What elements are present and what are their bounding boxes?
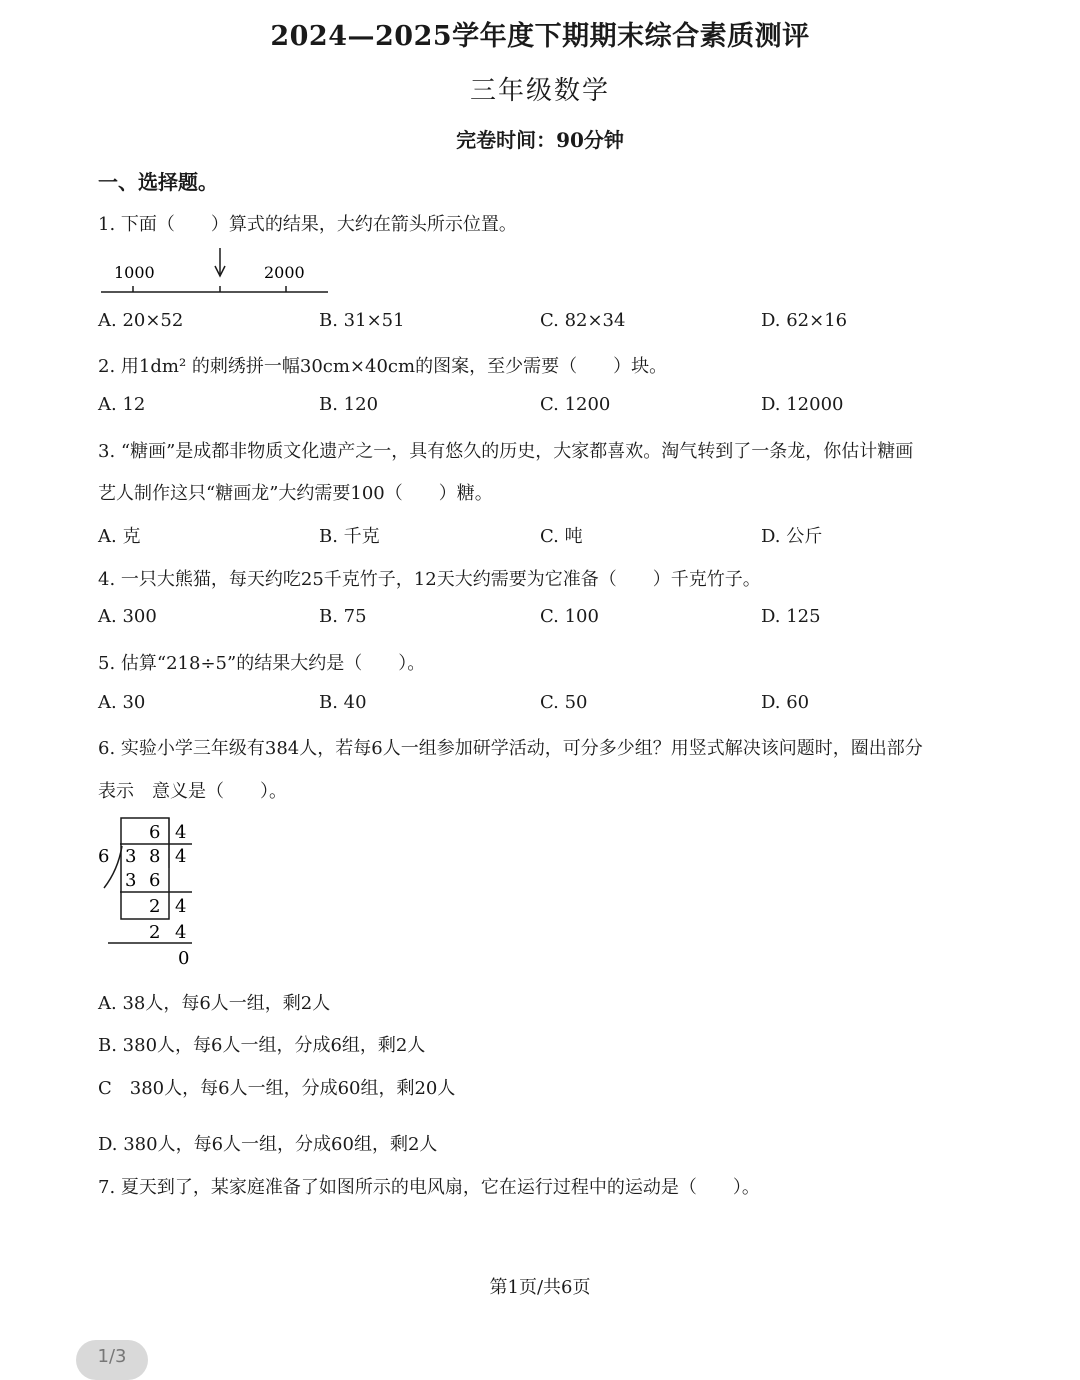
remainder1-digit-tens: 2 — [149, 896, 161, 917]
question-1-stem: 1. 下面（ ）算式的结果，大约在箭头所示位置。 — [98, 214, 517, 235]
q3-option-c: C. 吨 — [540, 526, 583, 547]
step1-digit-tens: 6 — [149, 870, 161, 891]
q3-option-b: B. 千克 — [319, 526, 380, 547]
divisor: 6 — [98, 846, 110, 867]
number-line-right-label: 2000 — [264, 263, 305, 282]
question-5-stem: 5. 估算“218÷5”的结果大约是（ ）。 — [98, 653, 426, 674]
q1-option-d: D. 62×16 — [761, 310, 848, 331]
question-4-stem: 4. 一只大熊猫，每天约吃25千克竹子，12天大约需要为它准备（ ）千克竹子。 — [98, 569, 761, 590]
q6-option-c: C 380人，每6人一组，分成60组，剩20人 — [98, 1078, 456, 1099]
final-remainder: 0 — [178, 948, 190, 969]
quotient-digit-ones: 4 — [175, 822, 187, 843]
q4-option-c: C. 100 — [540, 606, 599, 627]
q6-option-b: B. 380人，每6人一组，分成6组，剩2人 — [98, 1035, 426, 1056]
question-3-stem-line2: 艺人制作这只“糖画龙”大约需要100（ ）糖。 — [98, 483, 493, 504]
dividend-digit-hundreds: 3 — [125, 846, 137, 867]
section-heading: 一、选择题。 — [98, 170, 218, 194]
dividend-digit-ones: 4 — [175, 846, 187, 867]
step1-digit-hundreds: 3 — [125, 870, 137, 891]
exam-time: 完卷时间：90分钟 — [456, 128, 624, 152]
number-line-left-label: 1000 — [114, 263, 155, 282]
page-indicator-label: 1/3 — [97, 1346, 127, 1367]
step2-digit-tens: 2 — [149, 922, 161, 943]
q1-option-b: B. 31×51 — [319, 310, 405, 331]
question-7-stem: 7. 夏天到了，某家庭准备了如图所示的电风扇，它在运行过程中的运动是（ ）。 — [98, 1177, 760, 1198]
circled-part-box — [121, 818, 169, 919]
q2-option-a: A. 12 — [98, 394, 146, 415]
q5-option-b: B. 40 — [319, 692, 367, 713]
long-division-figure — [92, 812, 202, 972]
q3-option-a: A. 克 — [98, 526, 141, 547]
q4-option-b: B. 75 — [319, 606, 367, 627]
q5-option-a: A. 30 — [98, 692, 146, 713]
question-6-stem-line1: 6. 实验小学三年级有384人，若每6人一组参加研学活动，可分多少组？用竖式解决该问题时，圈出部分 — [98, 738, 923, 759]
q6-option-a: A. 38人，每6人一组，剩2人 — [98, 993, 331, 1014]
page-footer: 第1页/共6页 — [489, 1277, 591, 1298]
dividend-digit-tens: 8 — [149, 846, 161, 867]
q4-option-a: A. 300 — [98, 606, 157, 627]
question-2-stem: 2. 用1dm² 的刺绣拼一幅30cm×40cm的图案，至少需要（ ）块。 — [98, 356, 668, 377]
q5-option-c: C. 50 — [540, 692, 588, 713]
question-6-stem-line2: 表示 意义是（ ）。 — [98, 781, 287, 802]
quotient-digit-tens: 6 — [149, 822, 161, 843]
exam-subtitle: 三年级数学 — [469, 76, 610, 106]
step2-digit-ones: 4 — [175, 922, 187, 943]
q2-option-d: D. 12000 — [761, 394, 844, 415]
page-indicator[interactable] — [76, 1340, 148, 1380]
q1-option-a: A. 20×52 — [98, 310, 184, 331]
number-line-figure — [96, 246, 336, 298]
q3-option-d: D. 公斤 — [761, 526, 823, 547]
exam-title: 2024—2025学年度下期期末综合素质测评 — [270, 21, 810, 52]
q2-option-c: C. 1200 — [540, 394, 611, 415]
q5-option-d: D. 60 — [761, 692, 810, 713]
remainder1-digit-ones: 4 — [175, 896, 187, 917]
q2-option-b: B. 120 — [319, 394, 379, 415]
q1-option-c: C. 82×34 — [540, 310, 626, 331]
question-3-stem-line1: 3. “糖画”是成都非物质文化遗产之一，具有悠久的历史，大家都喜欢。淘气转到了一条龙，你估计糖画 — [98, 441, 914, 462]
q6-option-d: D. 380人，每6人一组，分成60组，剩2人 — [98, 1134, 438, 1155]
q4-option-d: D. 125 — [761, 606, 821, 627]
